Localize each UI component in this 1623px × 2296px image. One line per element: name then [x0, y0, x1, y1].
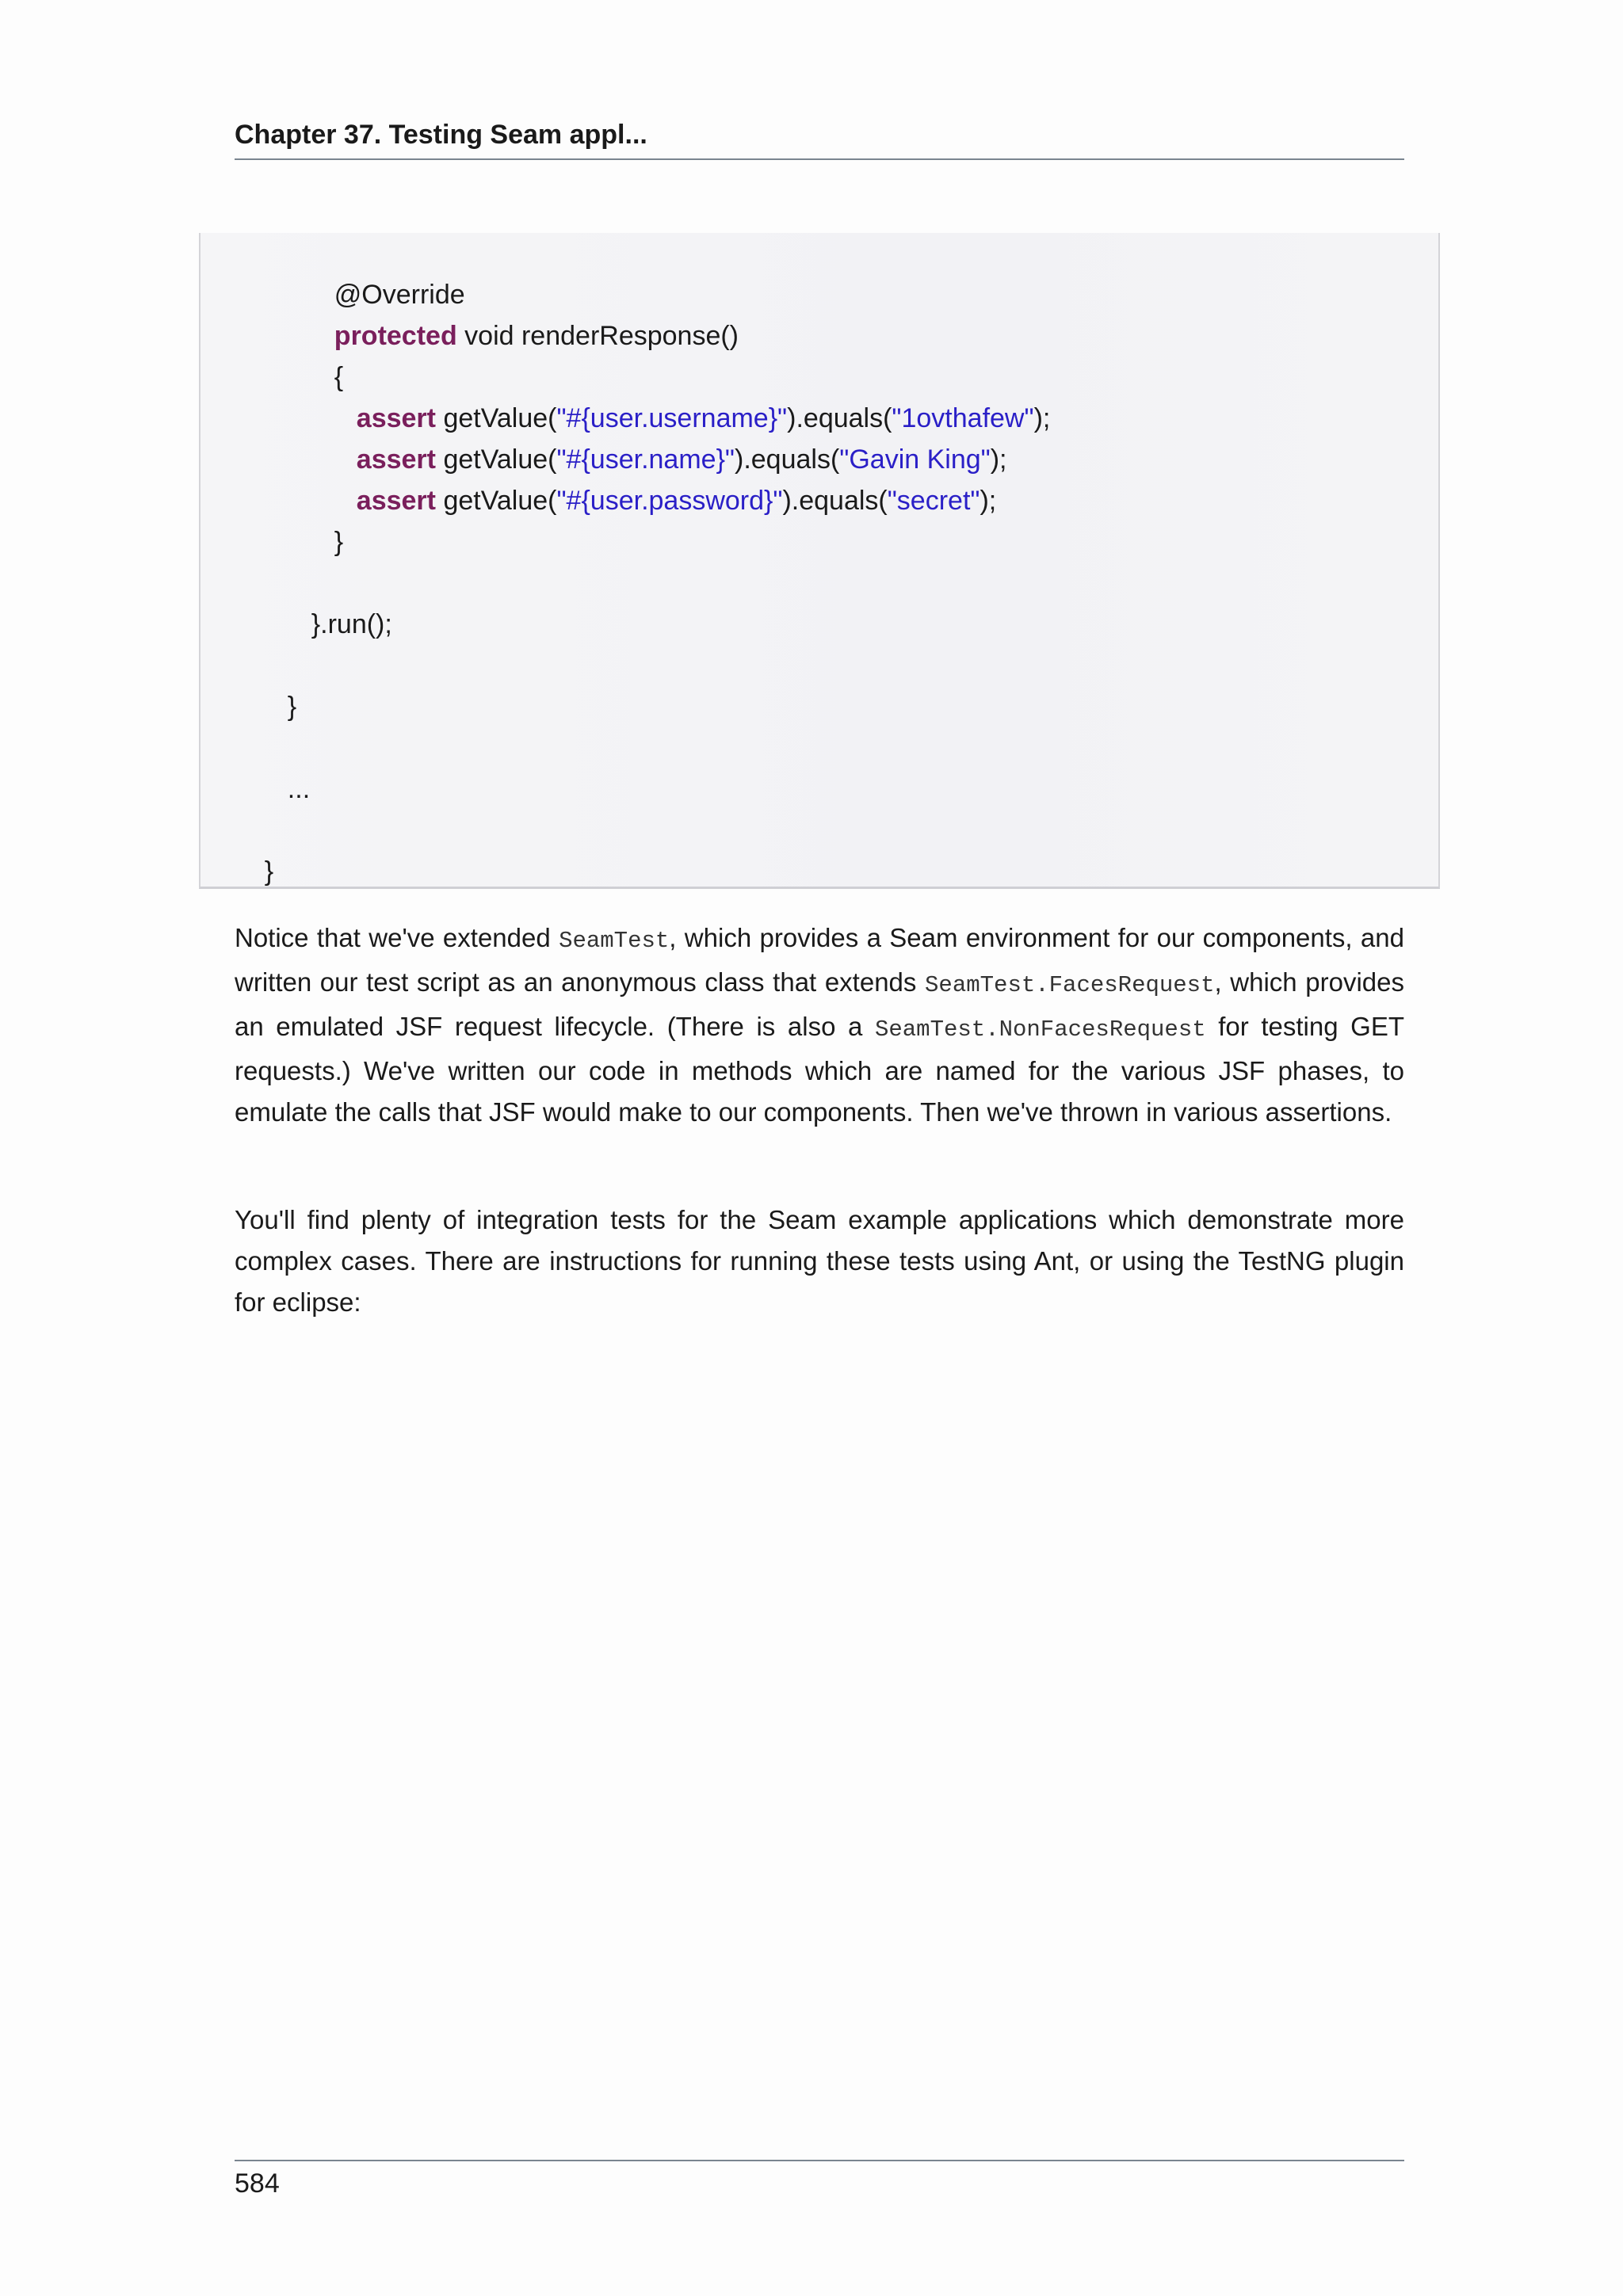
chapter-title: Chapter 37. Testing Seam appl... — [235, 120, 647, 150]
code-text: ); — [990, 444, 1007, 475]
code-line-8 — [281, 563, 392, 639]
string-literal: "#{user.username}" — [556, 403, 788, 433]
string-literal: "#{user.name}" — [556, 444, 735, 475]
code-text: getValue( — [436, 403, 557, 433]
code-line-1 — [304, 233, 465, 310]
paragraph-text: for testing GET requests.) We've written our code in methods which are named for the various JSF phases, to emulate the calls that JSF would make to our components. Then we've thrown in various assertions. — [235, 1012, 1404, 1127]
annotation-override: @Override — [334, 280, 465, 310]
ellipsis: ... — [287, 774, 311, 804]
keyword-protected: protected — [334, 321, 457, 351]
paragraph-text: , which provides an emulated JSF request lifecycle. (There is also a — [235, 967, 1404, 1041]
string-literal: "secret" — [887, 486, 980, 516]
code-line-11 — [235, 810, 274, 887]
method-signature: void renderResponse() — [456, 321, 739, 351]
paragraph-text: , which provides a Seam environment for our components, and written our test script as an anonymous class that extends — [235, 923, 1404, 997]
page-header — [235, 116, 1404, 160]
close-brace: } — [264, 856, 274, 887]
paragraph-integration-tests: You'll find plenty of integration tests for the Seam example applications which demonstrate more complex cases. There are instructions for running these tests using Ant, or using the TestNG plugin for eclipse: — [235, 1205, 1404, 1317]
string-literal: "Gavin King" — [839, 444, 991, 475]
inline-code-facesrequest: SeamTest.FacesRequest — [925, 972, 1215, 998]
code-text: ); — [1033, 403, 1051, 433]
code-line-7 — [304, 480, 344, 557]
string-literal: "1ovthafew" — [892, 403, 1034, 433]
close-brace: } — [334, 527, 344, 557]
code-line-3 — [304, 315, 344, 392]
page-footer — [235, 2160, 1404, 2204]
paragraph-text: Notice that we've extended — [235, 923, 559, 952]
keyword-assert: assert — [356, 486, 436, 516]
code-text: ).equals( — [782, 486, 888, 516]
code-text: getValue( — [436, 486, 557, 516]
run-call: }.run(); — [311, 609, 392, 639]
page-number: 584 — [235, 2168, 280, 2199]
keyword-assert: assert — [356, 444, 436, 475]
open-brace: { — [334, 362, 344, 392]
code-text: getValue( — [436, 444, 557, 475]
string-literal: "#{user.password}" — [556, 486, 783, 516]
code-text: ).equals( — [787, 403, 892, 433]
code-line-4 — [327, 357, 1051, 433]
code-line-10 — [258, 727, 311, 804]
code-block — [199, 233, 1440, 889]
code-line-9 — [258, 645, 297, 722]
inline-code-nonfacesrequest: SeamTest.NonFacesRequest — [874, 1016, 1206, 1043]
code-text: ); — [980, 486, 997, 516]
code-line-5 — [327, 398, 1007, 475]
paragraph-seamtest-explanation — [235, 917, 1404, 1133]
code-line-2 — [304, 274, 739, 351]
keyword-assert: assert — [356, 403, 436, 433]
inline-code-seamtest: SeamTest — [559, 928, 670, 954]
close-brace: } — [287, 692, 297, 722]
code-line-6 — [327, 439, 997, 516]
code-text: ).equals( — [735, 444, 840, 475]
